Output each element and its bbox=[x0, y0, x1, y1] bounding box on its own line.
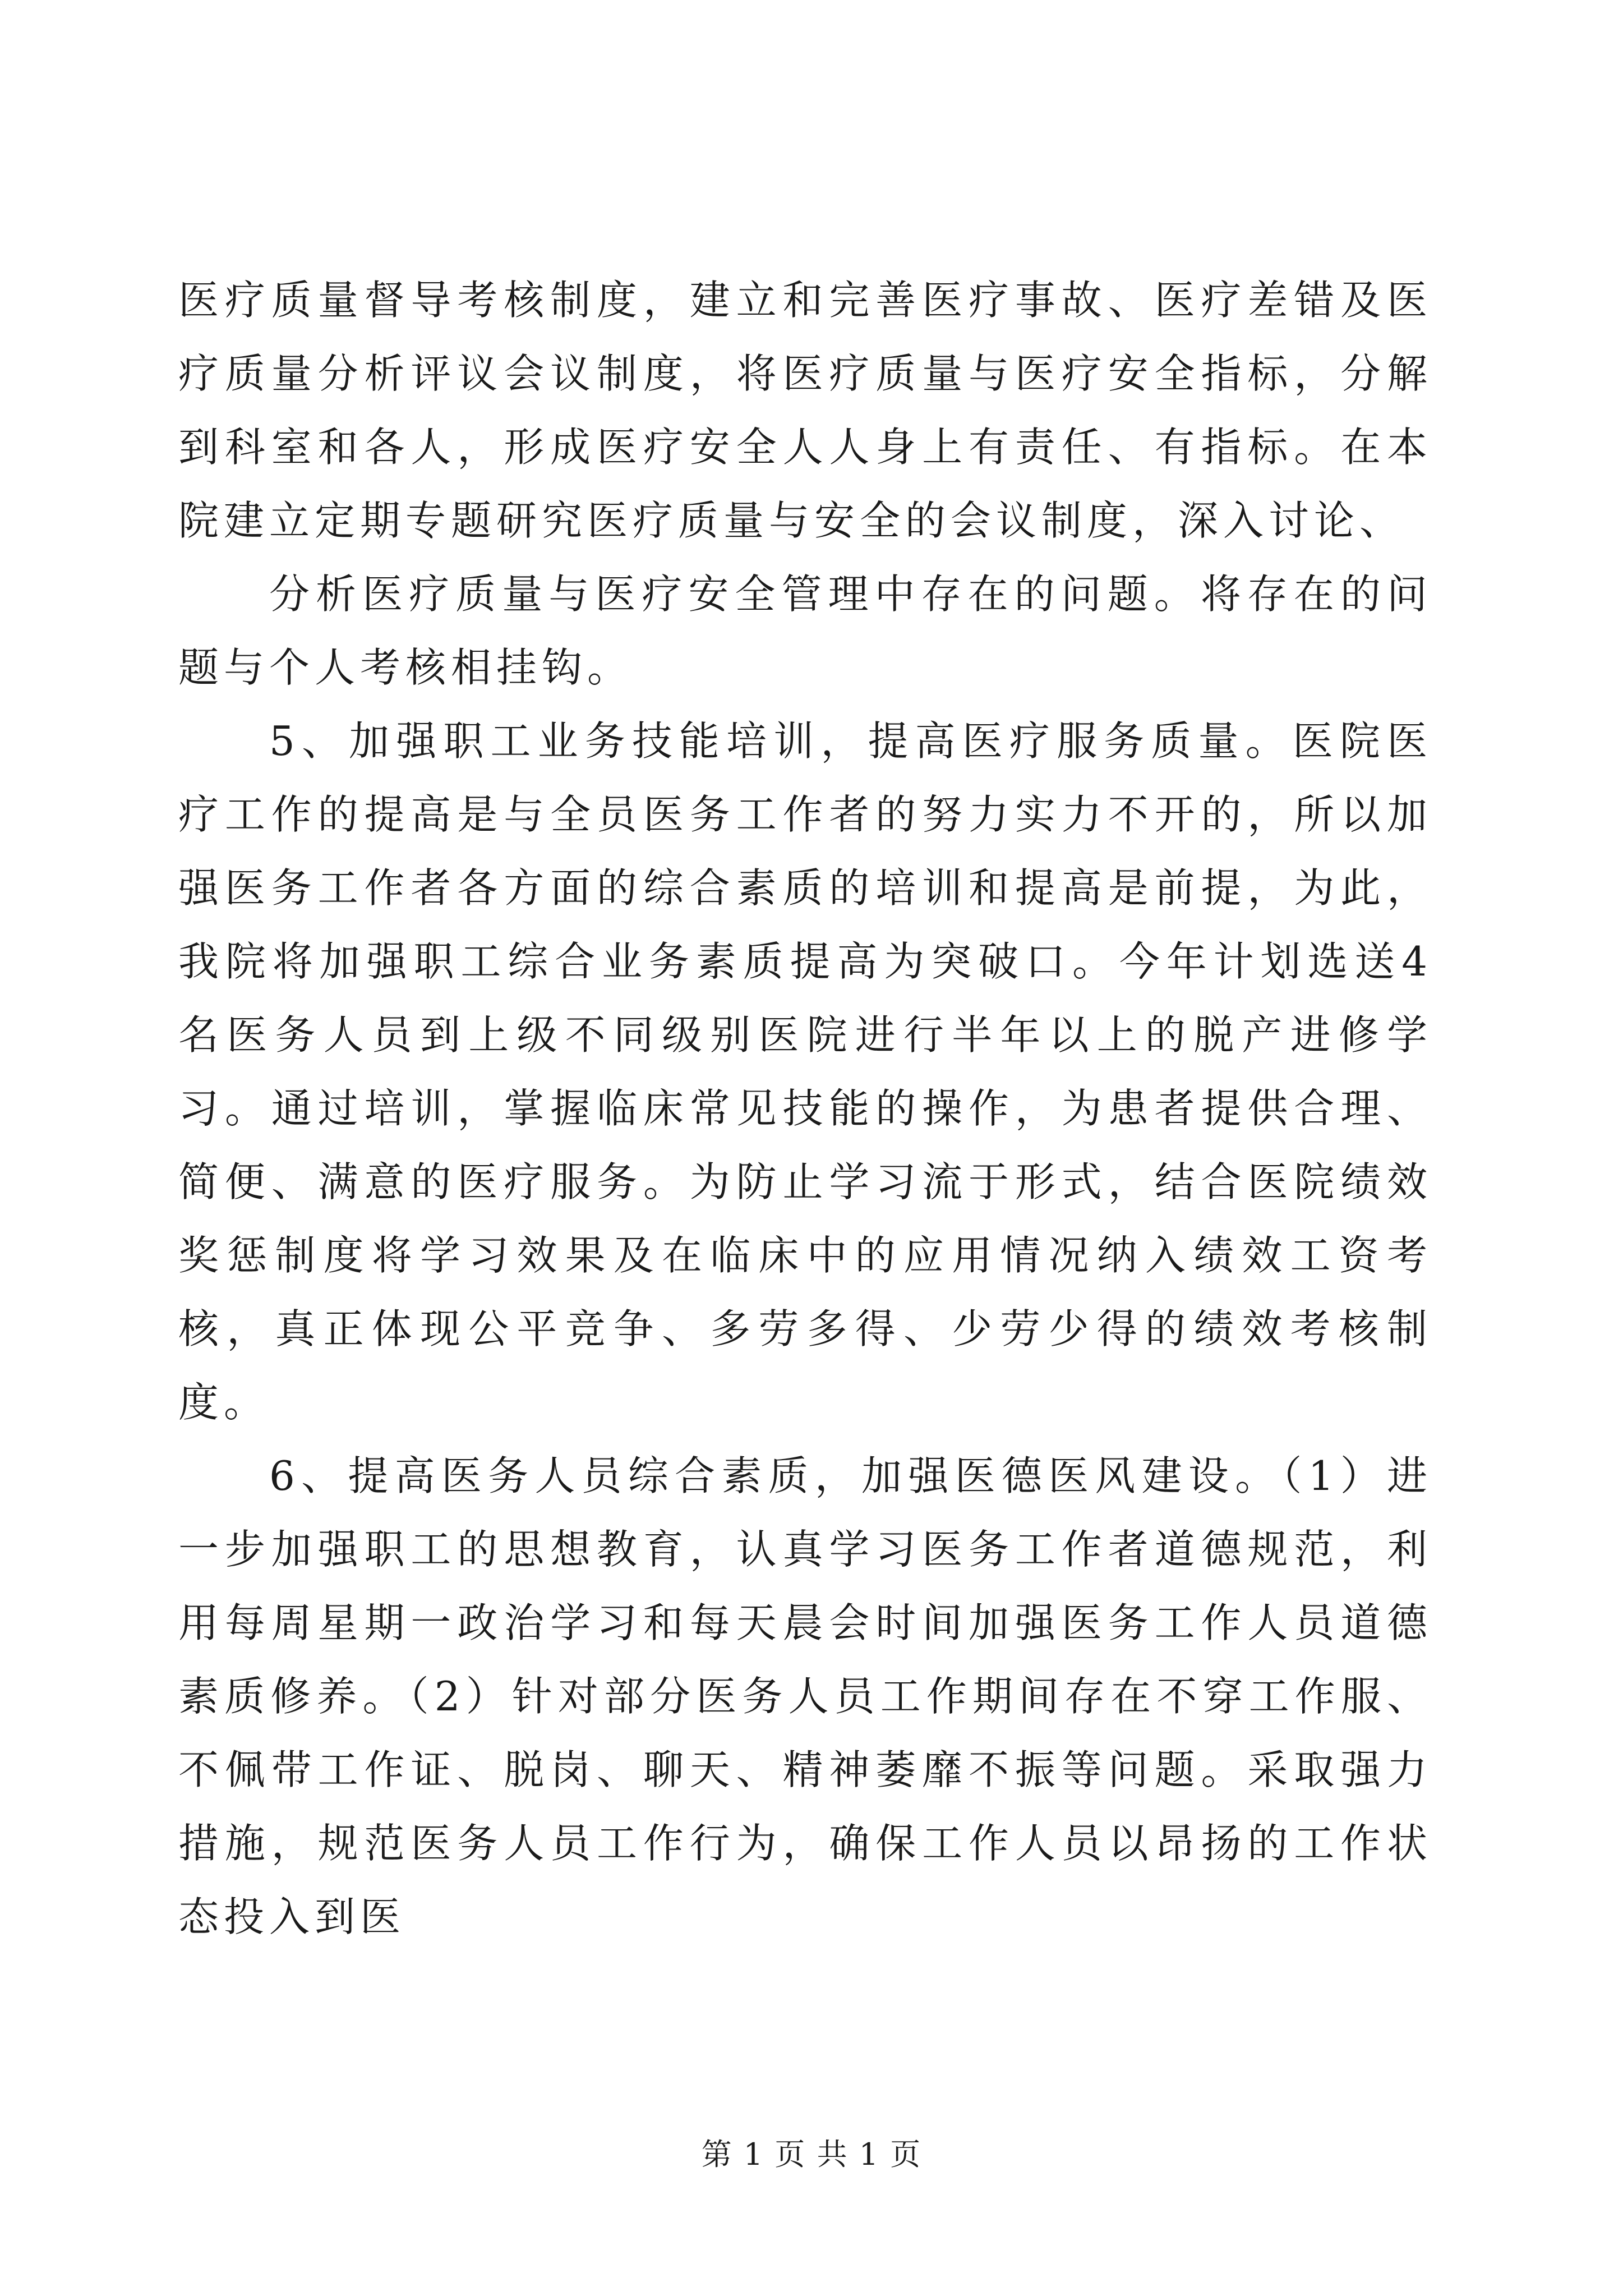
page-footer: 第 1 页 共 1 页 bbox=[701, 2137, 922, 2172]
paragraph-1: 医疗质量督导考核制度，建立和完善医疗事故、医疗差错及医疗质量分析评议会议制度，将医疗质量与医疗安全指标，分解到科室和各人，形成医疗安全人人身上有责任、有指标。在本院建立定期专题研究医疗质量与安全的会议制度，深入讨论、 bbox=[178, 277, 1432, 544]
paragraph-4: 6、提高医务人员综合素质，加强医德医风建设。（1）进一步加强职工的思想教育，认真学习医务工作者道德规范，利用每周星期一政治学习和每天晨会时间加强医务工作人员道德素质修养。（2）针对部分医务人员工作期间存在不穿工作服、不佩带工作证、脱岗、聊天、精神萎靡不振等问题。采取强力措施，规范医务人员工作行为，确保工作人员以昂扬的工作状态投入到医 bbox=[178, 1452, 1432, 1940]
document-body bbox=[178, 264, 1432, 1954]
paragraph-2: 分析医疗质量与医疗安全管理中存在的问题。将存在的问题与个人考核相挂钩。 bbox=[178, 570, 1432, 691]
paragraph-3: 5、加强职工业务技能培训，提高医疗服务质量。医院医疗工作的提高是与全员医务工作者的努力实力不开的，所以加强医务工作者各方面的综合素质的培训和提高是前提，为此，我院将加强职工综合业务素质提高为突破口。今年计划选送4名医务人员到上级不同级别医院进行半年以上的脱产进修学习。通过培训，掌握临床常见技能的操作，为患者提供合理、简便、满意的医疗服务。为防止学习流于形式，结合医院绩效奖惩制度将学习效果及在临床中的应用情况纳入绩效工资考核，真正体现公平竞争、多劳多得、少劳少得的绩效考核制度。 bbox=[178, 717, 1432, 1426]
